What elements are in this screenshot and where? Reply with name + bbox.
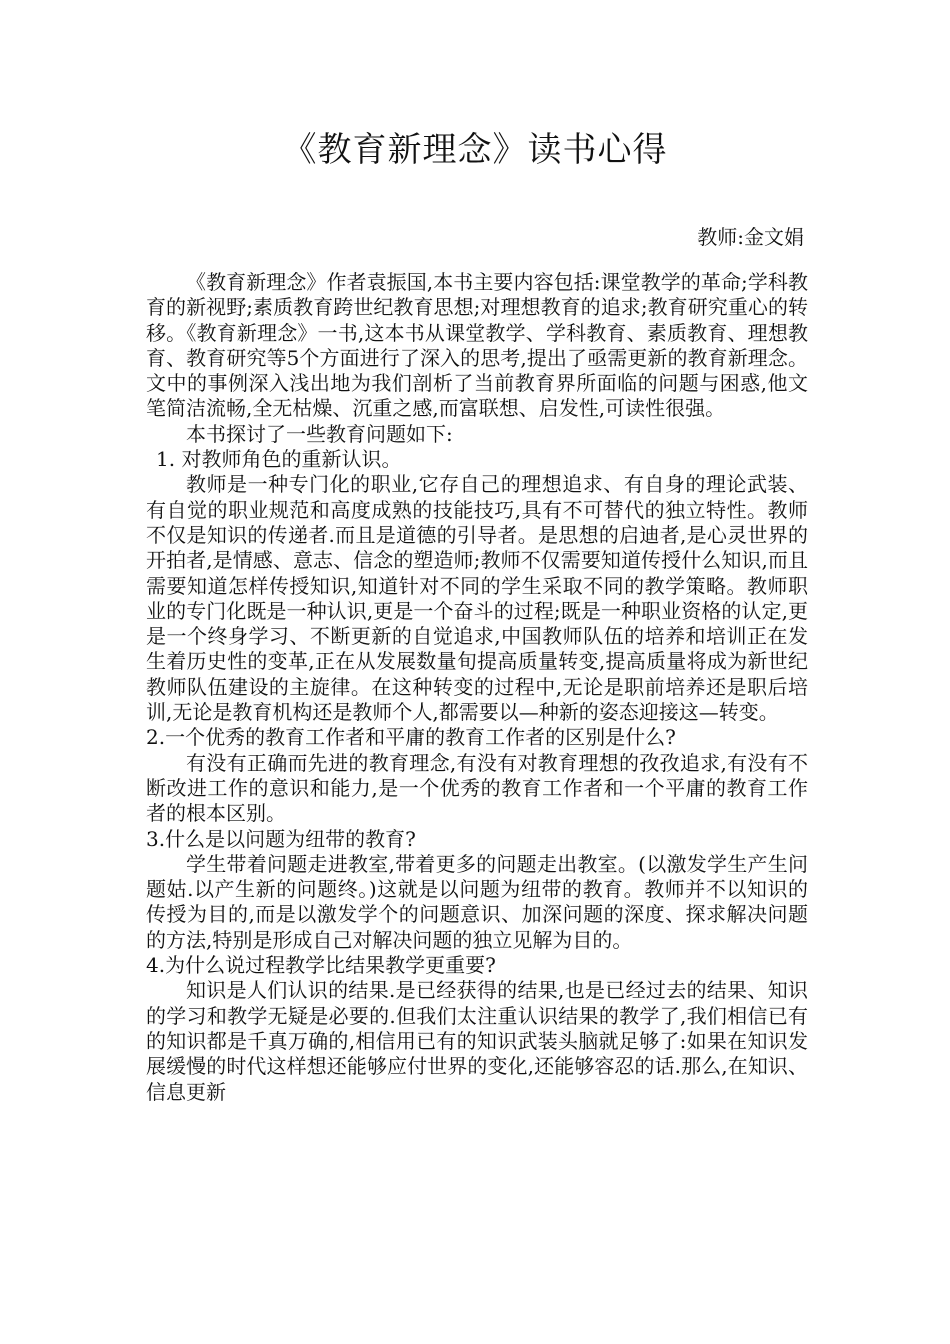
section-heading-1: 1. 对教师角色的重新认识。 — [156, 447, 402, 472]
section-heading-3: 3.什么是以问题为纽带的教育? — [146, 826, 416, 851]
section-paragraph-4: 知识是人们认识的结果.是已经获得的结果,也是已经过去的结果、知识的学习和教学无疑是必要的.但我们太注重认识结果的教学了,我们相信已有的知识都是千真万确的,相信用已有的知识武装头脑就足够了:如果在知识发展缓慢的时代这样想还能够应付世界的变化,还能够容忍的话.那么,在知识、信息更新 — [146, 978, 808, 1104]
section-heading-4: 4.为什么说过程教学比结果教学更重要? — [146, 953, 496, 978]
topics-intro: 本书探讨了一些教育问题如下: — [186, 421, 453, 446]
section-heading-2: 2.一个优秀的教育工作者和平庸的教育工作者的区别是什么? — [146, 725, 676, 750]
author-line: 教师:金文娟 — [697, 225, 804, 249]
document-title: 《教育新理念》读书心得 — [282, 130, 668, 170]
document-body — [146, 270, 808, 1105]
section-paragraph-1: 教师是一种专门化的职业,它存自己的理想追求、有自身的理论武装、有自觉的职业规范和高度成熟的技能技巧,具有不可替代的独立特性。教师不仅是知识的传递者.而且是道德的引导者。是思想的启迪者,是心灵世界的开拍者,是情感、意志、信念的塑造师;教师不仅需要知道传授什么知识,而且需要知道怎样传授知识,知道针对不同的学生采取不同的教学策略。教师职业的专门化既是一种认识,更是一个奋斗的过程;既是一种职业资格的认定,更是一个终身学习、不断更新的自觉追求,中国教师队伍的培养和培训正在发生着历史性的变革,正在从发展数量旬提高质量转变,提高质量将成为新世纪教师队伍建设的主旋律。在这种转变的过程中,无论是职前培养还是职后培训,无论是教育机构还是教师个人,都需要以—种新的姿态迎接这—转变。 — [146, 472, 808, 725]
intro-paragraph: 《教育新理念》作者袁振国,本书主要内容包括:课堂教学的革命;学科教育的新视野;素质教育跨世纪教育思想;对理想教育的追求;教育研究重心的转移。《教育新理念》一书,这本书从课堂教学、学科教育、素质教育、理想教育、教育研究等5个方面进行了深入的思考,提出了亟需更新的教育新理念。文中的事例深入浅出地为我们剖析了当前教育界所面临的问题与困惑,他文笔简洁流畅,全无枯燥、沉重之感,而富联想、启发性,可读性很强。 — [146, 270, 808, 421]
section-paragraph-3: 学生带着问题走进教室,带着更多的问题走出教室。(以激发学生产生问题姑.以产生新的问题终。)这就是以问题为纽带的教育。教师并不以知识的传授为目的,而是以激发学个的问题意识、加深问题的深度、探求解决问题的方法,特别是形成自己对解决问题的独立见解为目的。 — [146, 851, 808, 952]
section-paragraph-2: 有没有正确而先进的教育理念,有没有对教育理想的孜孜追求,有没有不断改进工作的意识和能力,是一个优秀的教育工作者和一个平庸的教育工作者的根本区别。 — [146, 750, 808, 826]
